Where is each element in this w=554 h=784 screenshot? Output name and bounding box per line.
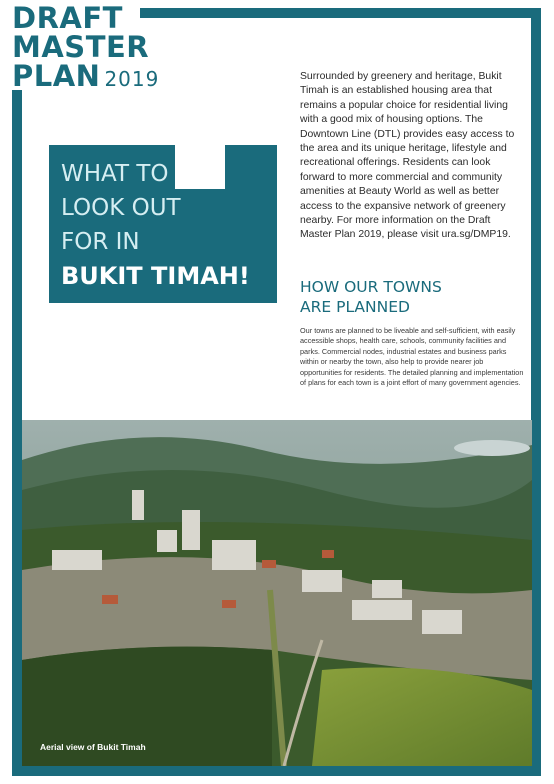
title-line-1: WHAT TO [61, 161, 169, 187]
intro-paragraph: Surrounded by greenery and heritage, Bukit Timah is an established housing area that remains a popular choice for residential living with a good mix of housing options. The Downtown Line (DTL) provides easy access to the area and its unique heritage, lifestyle and recreational offerings. Residents can look forward to more commercial and community amenities at Beauty World as well as better access to the expansive network of greenery nearby. For more information on the Draft Master Plan 2019, please visit ura.sg/DMP19. [300, 71, 515, 241]
title-line-2: LOOK OUT [61, 195, 181, 221]
section-heading [300, 277, 520, 317]
logo-line-2: MASTER [12, 30, 150, 64]
photo-caption: Aerial view of Bukit Timah [40, 742, 146, 752]
logo-line-3 [12, 59, 160, 94]
logo-year: 2019 [104, 67, 160, 91]
title-lines [61, 157, 267, 293]
logo-line-1: DRAFT [12, 1, 123, 35]
draft-master-plan-logo [12, 1, 160, 94]
title-box-notch [175, 145, 225, 189]
logo-plan: PLAN [12, 59, 101, 93]
aerial-photo [22, 420, 532, 766]
section-body: Our towns are planned to be liveable and self-sufficient, with easily accessible shops, health care, schools, community facilities and parks. Commercial nodes, industrial estates and business parks within or nearby the town, also help to provide nearer job opportunities for residents. The detailed planning and implementation of plans for each town is a joint effort of many government agencies. [300, 326, 524, 388]
section-heading-line-1: HOW OUR TOWNS [300, 278, 442, 296]
title-line-3: FOR IN [61, 229, 140, 255]
section-heading-line-2: ARE PLANNED [300, 298, 410, 316]
title-highlight: BUKIT TIMAH! [61, 262, 250, 290]
title-box [49, 145, 277, 303]
